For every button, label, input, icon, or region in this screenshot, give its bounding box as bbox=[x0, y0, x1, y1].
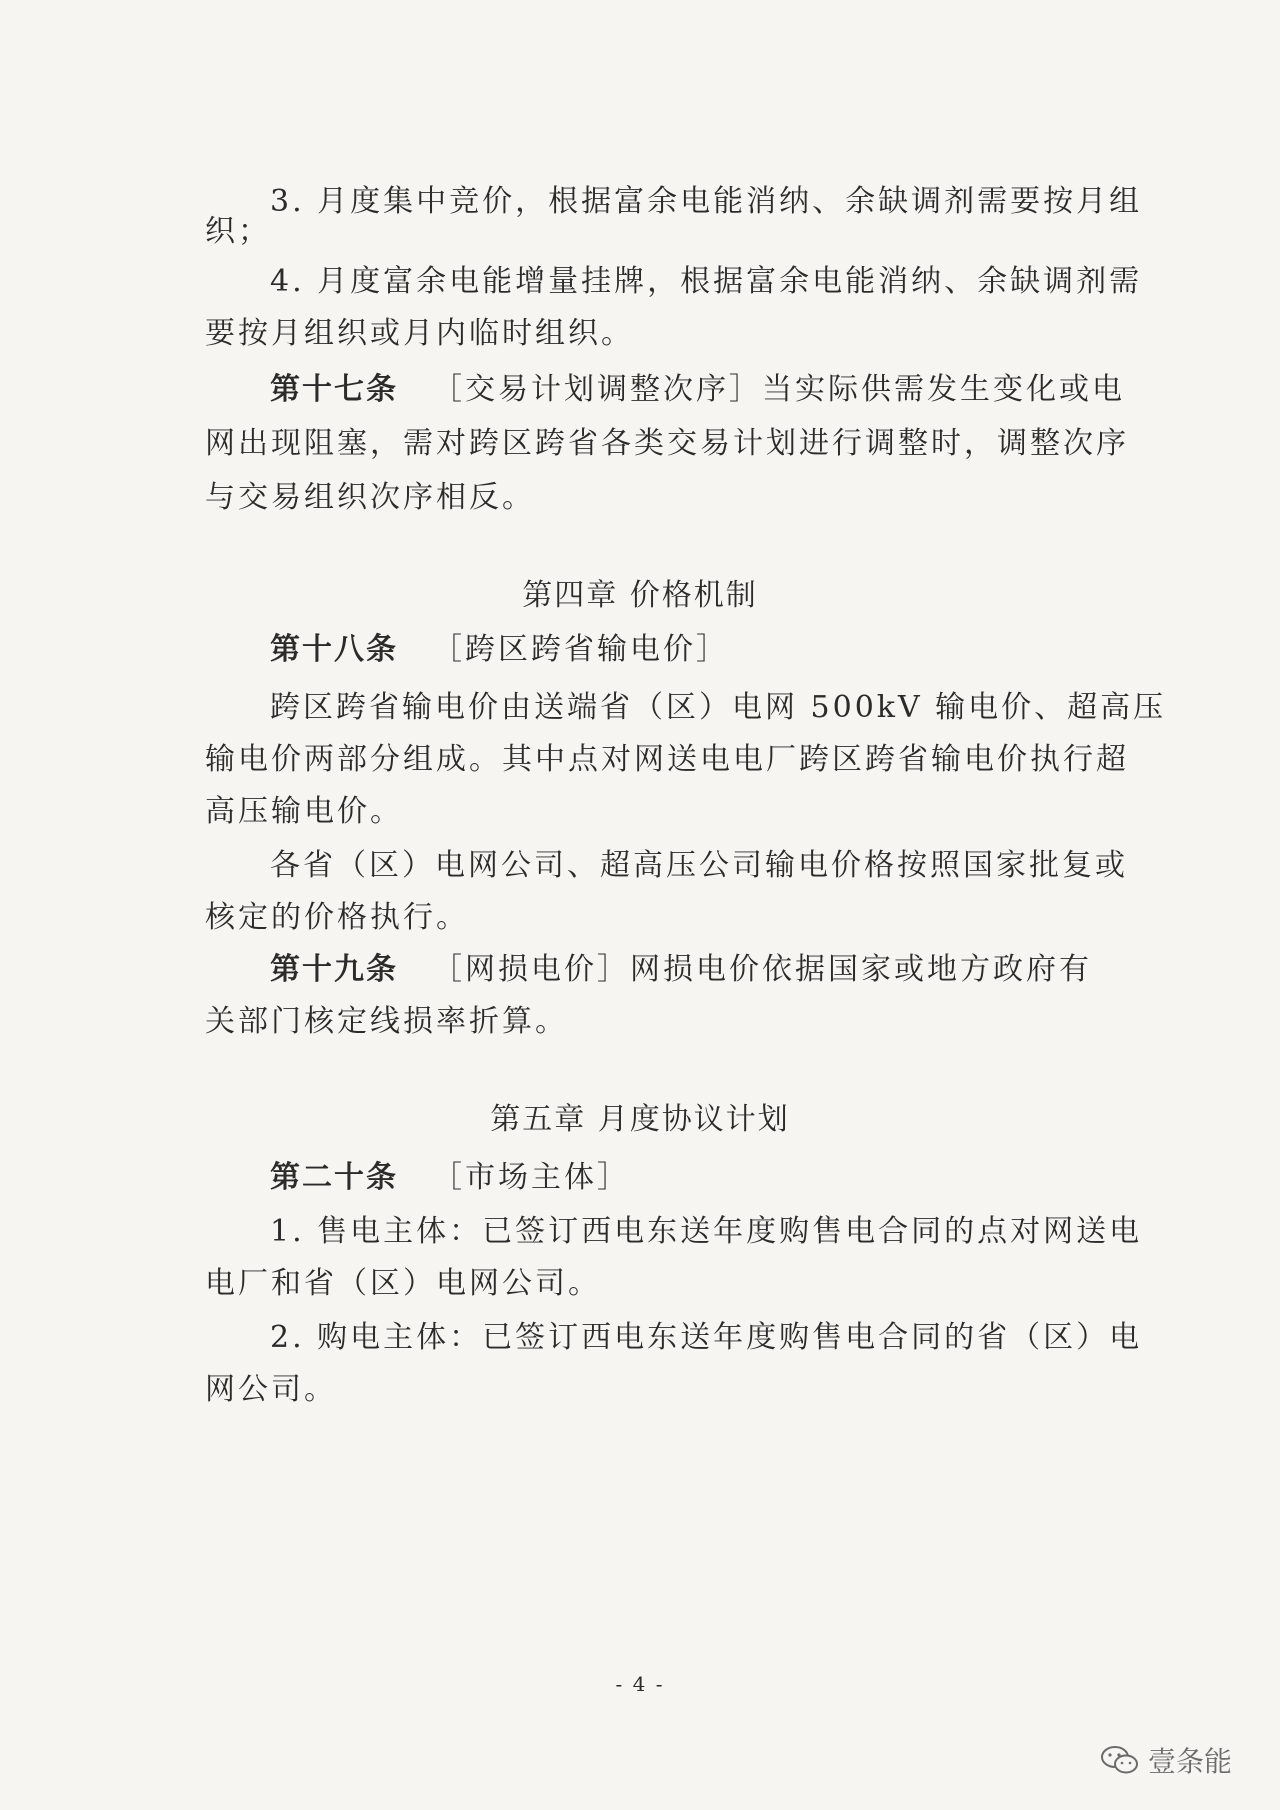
article-text: ［网损电价］网损电价依据国家或地方政府有 bbox=[432, 952, 1092, 987]
paragraph-line: 织； bbox=[205, 214, 271, 249]
paragraph-line: 高压输电价。 bbox=[205, 794, 403, 829]
paragraph-line: 1. 售电主体：已签订西电东送年度购售电合同的点对网送电 bbox=[270, 1214, 1143, 1249]
paragraph-line: 网公司。 bbox=[205, 1372, 337, 1407]
article-19 bbox=[270, 950, 1092, 990]
paragraph-line: 网出现阻塞，需对跨区跨省各类交易计划进行调整时，调整次序 bbox=[205, 426, 1129, 461]
paragraph-line: 关部门核定线损率折算。 bbox=[205, 1004, 568, 1039]
watermark bbox=[1100, 1740, 1232, 1780]
paragraph-line: 4. 月度富余电能增量挂牌，根据富余电能消纳、余缺调剂需 bbox=[270, 264, 1143, 299]
paragraph-line: 电厂和省（区）电网公司。 bbox=[205, 1266, 601, 1301]
article-title: 第二十条 bbox=[270, 1160, 398, 1195]
paragraph-line: 2. 购电主体：已签订西电东送年度购售电合同的省（区）电 bbox=[270, 1320, 1143, 1355]
paragraph-line: 3. 月度集中竞价，根据富余电能消纳、余缺调剂需要按月组 bbox=[270, 184, 1143, 219]
article-20 bbox=[270, 1158, 630, 1198]
wechat-icon bbox=[1100, 1745, 1140, 1775]
paragraph-line: 要按月组织或月内临时组织。 bbox=[205, 316, 634, 351]
article-text: ［跨区跨省输电价］ bbox=[432, 632, 729, 667]
watermark-text: 壹条能 bbox=[1148, 1745, 1233, 1778]
article-text: ［交易计划调整次序］当实际供需发生变化或电 bbox=[432, 372, 1125, 407]
article-17 bbox=[270, 370, 1125, 410]
article-text: ［市场主体］ bbox=[432, 1160, 630, 1195]
article-title: 第十七条 bbox=[270, 372, 398, 407]
article-title: 第十九条 bbox=[270, 952, 398, 987]
chapter-heading: 第四章 价格机制 bbox=[522, 578, 758, 613]
paragraph-line: 输电价两部分组成。其中点对网送电电厂跨区跨省输电价执行超 bbox=[205, 742, 1129, 777]
paragraph-line: 核定的价格执行。 bbox=[205, 900, 469, 935]
paragraph-line: 跨区跨省输电价由送端省（区）电网 500kV 输电价、超高压 bbox=[270, 690, 1167, 725]
paragraph-line: 各省（区）电网公司、超高压公司输电价格按照国家批复或 bbox=[270, 848, 1128, 883]
page-number: - 4 - bbox=[615, 1672, 665, 1696]
chapter-heading: 第五章 月度协议计划 bbox=[490, 1102, 790, 1137]
paragraph-line: 与交易组织次序相反。 bbox=[205, 480, 535, 515]
article-title: 第十八条 bbox=[270, 632, 398, 667]
article-18 bbox=[270, 630, 729, 670]
